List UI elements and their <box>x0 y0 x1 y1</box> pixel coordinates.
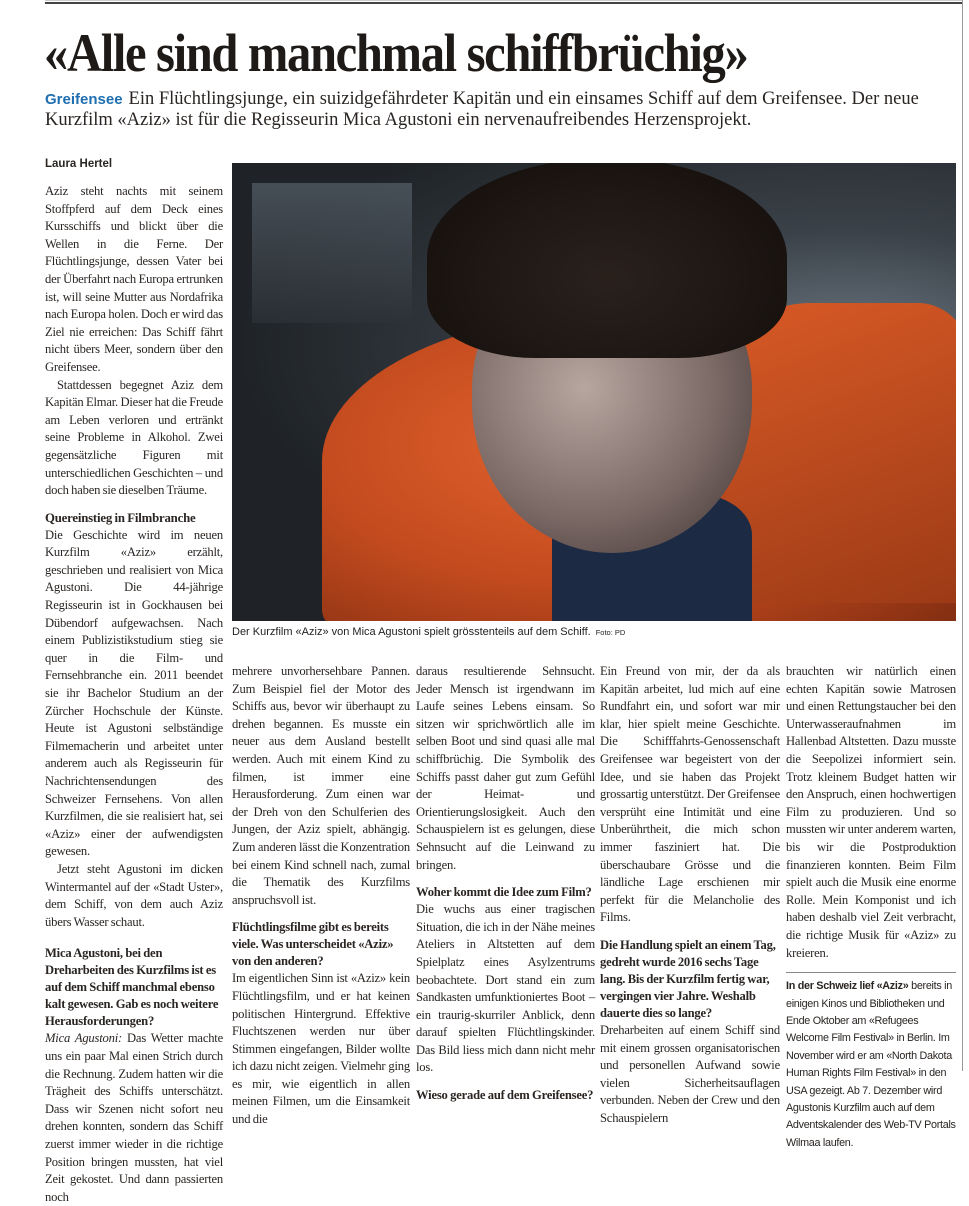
interview-question: Flüchtlingsfilme gibt es bereits viele. Was unterscheidet «Aziz» von den anderen? <box>232 920 394 969</box>
top-rule <box>45 0 962 4</box>
speaker-name: Mica Agustoni: <box>45 1031 123 1046</box>
paragraph: Dreharbeiten auf einem Schiff sind mit einem grossen organisatorischen und personellen Aufwand sowie vielen Sicherheitsauflagen verbunden. Neben der Crew und den Schauspielern <box>600 1022 780 1125</box>
standfirst-text: Ein Flüchtlingsjunge, ein suizidgefährdeter Kapitän und ein einsames Schiff auf dem Greifensee. Der neue Kurzfilm «Aziz» ist für die Regisseurin Mica Agustoni ein nervenaufreibendes Herzensprojekt. <box>45 89 919 130</box>
article-photo <box>232 163 956 621</box>
column-3 <box>416 663 595 1104</box>
paragraph: daraus resultierende Sehnsucht. Jeder Mensch ist irgendwann im Laufe seines Lebens einsam. So sitzen wir sprichwörtlich alle im selben Boot und sind quasi alle mal schiffbrüchig. Die Symbolik des Schiffs passt daher gut zum Gefühl der Heimat- und Orientierungslosigkeit. Auch den Schauspielern ist es gelungen, diese Sehnsucht auf die Leinwand zu bringen. <box>416 664 595 872</box>
paragraph: brauchten wir natürlich einen echten Kapitän sowie Matrosen und einen Rettungstaucher bei den Unterwasseraufnahmen im Hallenbad Altstetten. Dazu musste die Seepolizei informiert sein. Trotz kleinem Budget hatten wir den Anspruch, einen hochwertigen Film zu produzieren. Und so mussten wir unter anderem warten, bis wir die Postproduktion finanzieren konnten. Beim Film spielt auch die Musik eine enorme Rolle. Mein Komponist und ich haben deshalb viel Zeit verbracht, die richtige Musik für «Aziz» zu kreieren. <box>786 664 956 960</box>
column-5 <box>786 663 956 1152</box>
paragraph: Aziz steht nachts mit seinem Stoffpferd auf dem Deck eines Kursschiffs und blickt über die Wellen in die Ferne. Der Flüchtlingsjunge, dessen Vater bei der Überfahrt nach Europa ertrunken ist, will seine Mutter aus Nordafrika nach Europa holen. Doch er wird das Ziel nie erreichen: Das Schiff fährt nicht übers Meer, sondern über den Greifensee. <box>45 184 223 374</box>
kicker-location: Greifensee <box>45 91 123 108</box>
interview-question: Woher kommt die Idee zum Film? <box>416 885 592 900</box>
column-4 <box>600 663 780 1127</box>
paragraph: Stattdessen begegnet Aziz dem Kapitän Elmar. Dieser hat die Freude am Leben verloren und ertränkt seine Probleme in Alkohol. Zwei gegensätzliche Figuren mit unterschiedlichen Geschichten – und doch haben sie dieselben Träume. <box>45 377 223 498</box>
photo-credit: Foto: PD <box>595 628 626 637</box>
paragraph: mehrere unvorhersehbare Pannen. Zum Beispiel fiel der Motor des Schiffs aus, bevor wir überhaupt zu drehen begannen. Es musste ein neuer aus dem Ausland bestellt werden. Auch mit einem Kind zu filmen, ist immer eine Herausforderung. Zum einen war der Dreh von den Schulferien des Jungen, der Aziz spielt, abhängig. Zum anderen lässt die Konzentration bei einem Kind schnell nach, zumal die Thematik des Kurzfilms anspruchsvoll ist. <box>232 664 410 907</box>
info-box <box>786 972 956 1152</box>
interview-question: Die Handlung spielt an einem Tag, gedreht wurde 2016 sechs Tage lang. Bis der Kurzfilm fertig war, vergingen vier Jahre. Weshalb dauerte dies so lange? <box>600 937 776 1020</box>
subheading: Quereinstieg in Filmbranche <box>45 510 196 525</box>
standfirst <box>45 89 960 130</box>
paragraph: Im eigentlichen Sinn ist «Aziz» kein Flüchtlingsfilm, und er hat keinen politischen Hintergrund. Effektive Fluchtszenen werden nur über Stimmen eingefangen, Bilder wollte ich dazu nicht zeigen. Vielmehr ging es mir, wie eigentlich in allen meinen Filmen, um die Einsamkeit und die <box>232 971 410 1127</box>
paragraph: Die Geschichte wird im neuen Kurzfilm «Aziz» erzählt, geschrieben und realisiert von Mica Agustoni. Die 44-jährige Regisseurin ist in Gockhausen bei Dübendorf aufgewachsen. Nach einem Publizistikstudium stieg sie quer in die Film- und Fernsehbranche ein. 2011 beendet sie ihr Bachelor Studium an der Zürcher Hochschule der Künste. Heute ist Agustoni selbständige Filmemacherin und arbeitet unter anderem auch als Regisseurin für Nachrichtensendungen des Schweizer Fernsehens. Von allen Kurzfilmen, die sie realisiert hat, sei «Aziz» einer der aufwendigsten gewesen. <box>45 527 223 859</box>
interview-question: Mica Agustoni, bei den Dreharbeiten des Kurzfilms ist es auf dem Schiff manchmal ebenso kalt gewesen. Gab es noch weitere Herausforderungen? <box>45 946 219 1029</box>
photo-caption <box>232 626 625 638</box>
headline: «Alle sind manchmal schiffbrüchig» <box>44 23 748 83</box>
paragraph: Jetzt steht Agustoni im dicken Wintermantel auf der «Stadt Uster», dem Schiff, von dem auch Aziz übers Wasser schaut. <box>45 861 223 929</box>
paragraph: Ein Freund von mir, der da als Kapitän arbeitet, lud mich auf eine Rundfahrt ein, und sofort war mir klar, hier spielt meine Geschichte. Die Schifffahrts-Genossenschaft Greifensee war begeistert von der Idee, und sie haben das Projekt grossartig unterstützt. Der Greifensee versprüht eine Intimität und eine Unberührtheit, die mich schon immer fasziniert hat. Die überschaubare Grösse und die ländliche Lage erschienen mir perfekt für die Melancholie des Films. <box>600 664 780 925</box>
paragraph <box>45 1030 223 1206</box>
interview-question: Wieso gerade auf dem Greifensee? <box>416 1088 594 1103</box>
caption-text: Der Kurzfilm «Aziz» von Mica Agustoni spielt grösstenteils auf dem Schiff. <box>232 626 591 638</box>
byline: Laura Hertel <box>45 158 113 170</box>
info-box-lead: In der Schweiz lief «Aziz» <box>786 980 909 993</box>
info-box-text: bereits in einigen Kinos und Bibliotheken und Ende Oktober am «Refugees Welcome Film Festival» in Berlin. Im November wird er am «North Dakota Human Rights Film Festival» in den USA gezeigt. Ab 7. Dezember wird Agustonis Kurzfilm auch auf dem Adventskalender des Web-TV Portals Wilmaa laufen. <box>786 980 956 1149</box>
column-2 <box>232 663 410 1129</box>
answer-text: Das Wetter machte uns ein paar Mal einen Strich durch die Rechnung. Zudem hatten wir die Trägheit des Schiffs unterschätzt. Dass wir Szenen nicht sofort neu drehen konnten, sondern das Schiff zuerst immer wieder in die richtige Position bringen mussten, hat viel Zeit gekostet. Und dann passierten noch <box>45 1031 223 1204</box>
column-rule <box>962 0 963 1071</box>
column-1 <box>45 183 223 1206</box>
paragraph: Die wuchs aus einer tragischen Situation, die ich in der Nähe meines Ateliers in Altstetten auf dem Spielplatz eines Asylzentrums beobachtete. Dort stand ein zum Sandkasten umfunktioniertes Boot – ein traurig-skurriler Anblick, denn darauf spielten Flüchtlingskinder. Das Bild liess mich dann nicht mehr los. <box>416 902 595 1075</box>
